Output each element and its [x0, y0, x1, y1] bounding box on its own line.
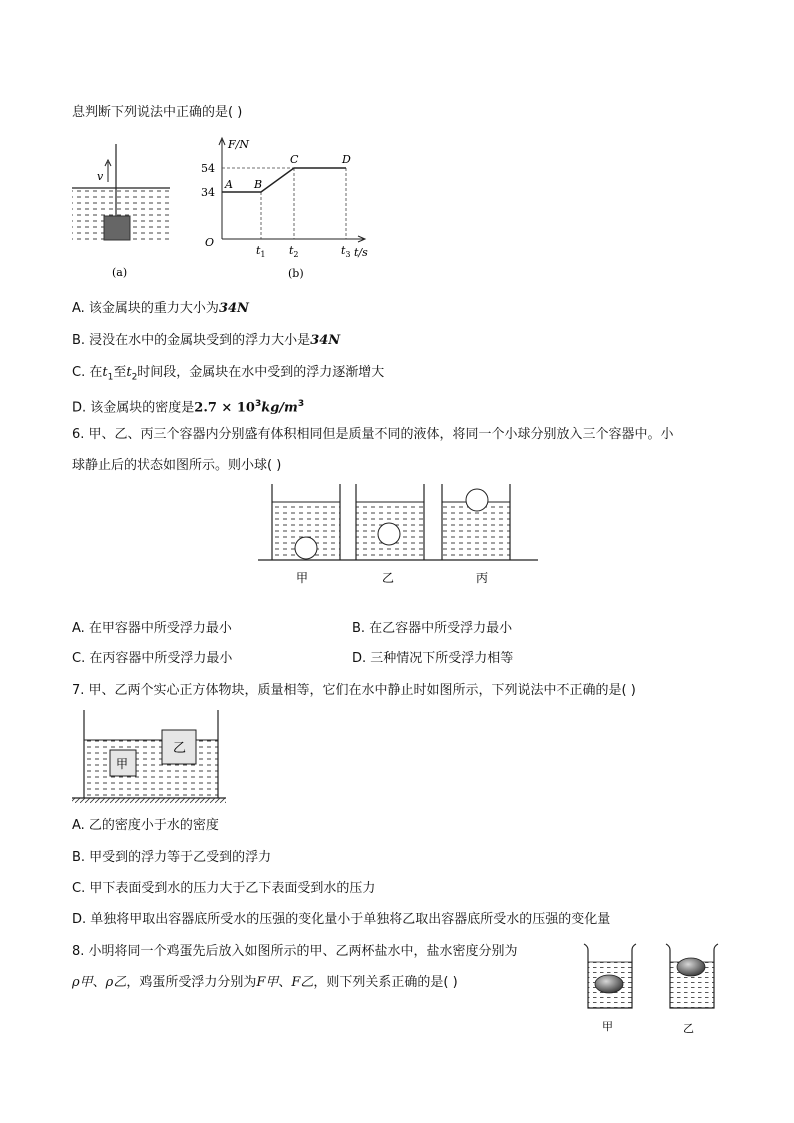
- figure-a-caption: (a): [112, 266, 128, 279]
- label-jia: 甲: [602, 1020, 613, 1033]
- metal-block: [104, 216, 130, 240]
- q6-stem-line2: 球静止后的状态如图所示。则小球( ): [72, 458, 282, 473]
- x-axis-label: t/s: [354, 246, 368, 259]
- container-bing: [442, 484, 510, 560]
- point-b: B: [254, 178, 263, 191]
- q8-figure: [578, 940, 728, 1040]
- ball-bing: [466, 489, 488, 511]
- ball-jia: [295, 537, 317, 559]
- q5-stem-tail: 息判断下列说法中正确的是( ): [72, 105, 243, 120]
- label-jia: 甲: [296, 571, 309, 585]
- point-c: C: [290, 153, 299, 166]
- label-yi: 乙: [683, 1022, 694, 1035]
- egg-yi: [677, 958, 705, 976]
- block-jia-label: 甲: [116, 757, 129, 771]
- q7-stem: 7. 甲、乙两个实心正方体物块，质量相等，它们在水中静止时如图所示，下列说法中不正确的是( ): [72, 683, 636, 698]
- label-bing: 丙: [476, 571, 489, 585]
- q7-option-d[interactable]: D. 单独将甲取出容器底所受水的压强的变化量小于单独将乙取出容器底所受水的压强的变化量: [72, 912, 611, 927]
- egg-jia: [595, 975, 623, 993]
- q6-option-a[interactable]: A. 在甲容器中所受浮力最小: [72, 621, 232, 636]
- x-tick-t3: $t_3$: [341, 244, 351, 259]
- q7-option-a[interactable]: A. 乙的密度小于水的密度: [72, 818, 219, 833]
- q5-option-d[interactable]: D. 该金属块的密度是$2.7 \times 10^3kg/m^3$: [72, 399, 305, 416]
- figure-b-caption: (b): [288, 267, 304, 280]
- velocity-label: v: [97, 170, 104, 183]
- x-tick-t1: $t_1$: [256, 244, 266, 259]
- q6-option-b[interactable]: B. 在乙容器中所受浮力最小: [352, 621, 513, 636]
- q5-figure-b-graph: [198, 134, 378, 284]
- label-yi: 乙: [382, 571, 395, 585]
- beaker-yi: [666, 944, 718, 1008]
- q7-option-b[interactable]: B. 甲受到的浮力等于乙受到的浮力: [72, 850, 272, 865]
- x-tick-t2: $t_2$: [289, 244, 299, 259]
- container-jia: [272, 484, 340, 560]
- q7-option-c[interactable]: C. 甲下表面受到水的压力大于乙下表面受到水的压力: [72, 881, 376, 896]
- force-curve: [222, 168, 346, 192]
- water-area: [84, 740, 218, 798]
- y-axis-label: F/N: [228, 138, 249, 151]
- q5-option-a[interactable]: A. 该金属块的重力大小为34N: [72, 301, 249, 316]
- q5-figure-a: [68, 140, 178, 280]
- q8-stem-line2: ρ甲、ρ乙，鸡蛋所受浮力分别为F甲、F乙，则下列关系正确的是( ): [72, 975, 458, 990]
- q8-stem-line1: 8. 小明将同一个鸡蛋先后放入如图所示的甲、乙两杯盐水中，盐水密度分别为: [72, 944, 518, 959]
- q5-option-c[interactable]: C. 在$t_1$至$t_2$时间段，金属块在水中受到的浮力逐渐增大: [72, 365, 385, 383]
- y-tick-34: 34: [201, 186, 215, 199]
- point-a: A: [225, 178, 233, 191]
- origin-label: O: [205, 236, 215, 249]
- q6-figure: [258, 480, 540, 590]
- block-yi-label: 乙: [173, 741, 187, 756]
- container-yi: [356, 484, 424, 560]
- beaker-jia: [584, 944, 636, 1008]
- q6-option-c[interactable]: C. 在丙容器中所受浮力最小: [72, 651, 233, 666]
- q6-option-d[interactable]: D. 三种情况下所受浮力相等: [352, 651, 514, 666]
- q7-figure: [70, 708, 230, 808]
- point-d: D: [342, 153, 351, 166]
- ground-hatch: [72, 798, 226, 803]
- ball-yi: [378, 523, 400, 545]
- q5-option-b[interactable]: B. 浸没在水中的金属块受到的浮力大小是34N: [72, 333, 341, 348]
- y-tick-54: 54: [201, 162, 215, 175]
- q6-stem-line1: 6. 甲、乙、丙三个容器内分别盛有体积相同但是质量不同的液体，将同一个小球分别放入三个容器中。小: [72, 427, 674, 442]
